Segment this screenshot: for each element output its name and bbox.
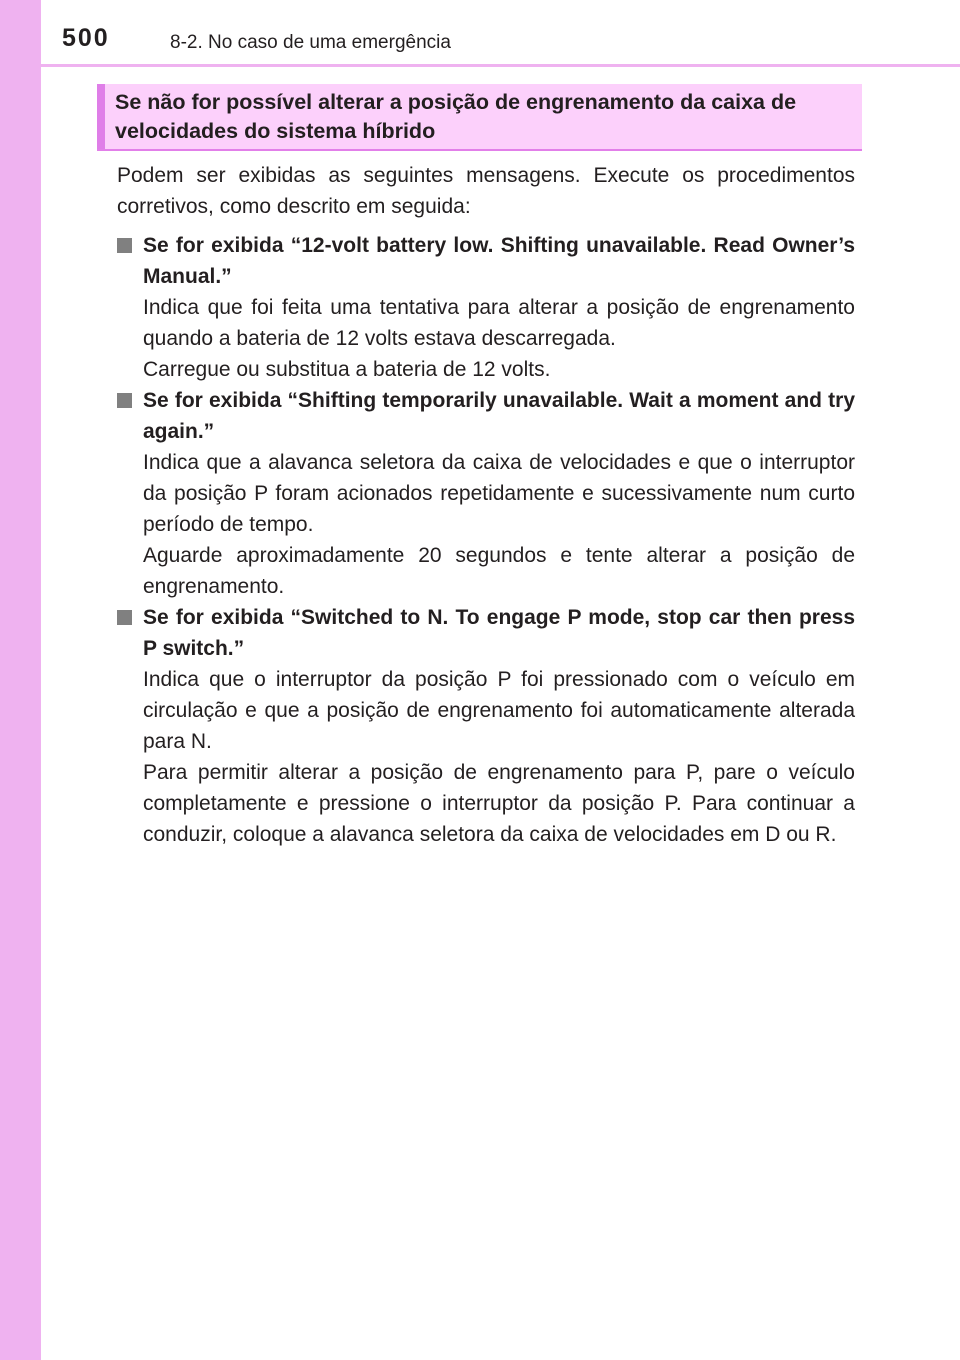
item-heading-text: Se for exibida “Shifting temporarily unavailable. Wait a moment and try again.” xyxy=(143,389,855,443)
item-body: Indica que a alavanca seletora da caixa de velocidades e que o interruptor da posição P foram acionados repetidamente e sucessivamente num curto período de tempo. xyxy=(143,451,855,536)
content xyxy=(117,160,855,850)
header-rule xyxy=(41,64,960,67)
list-item xyxy=(117,602,855,850)
square-bullet-icon xyxy=(117,610,132,625)
section-title: Se não for possível alterar a posição de engrenamento da caixa de velocidades do sistema híbrido xyxy=(115,90,797,143)
item-heading xyxy=(117,230,855,292)
item-heading-text: Se for exibida “12-volt battery low. Shifting unavailable. Read Owner’s Manual.” xyxy=(143,234,855,288)
item-heading-text: Se for exibida “Switched to N. To engage P mode, stop car then press P switch.” xyxy=(143,606,855,660)
title-accent-bar xyxy=(97,84,105,149)
item-heading xyxy=(117,602,855,664)
list-item xyxy=(117,385,855,602)
list-item xyxy=(117,230,855,385)
page-number: 500 xyxy=(62,24,110,52)
section-header: 8-2. No caso de uma emergência xyxy=(170,32,451,53)
item-body: Aguarde aproximadamente 20 segundos e tente alterar a posição de engrenamento. xyxy=(143,544,855,598)
square-bullet-icon xyxy=(117,393,132,408)
item-body: Indica que o interruptor da posição P foi pressionado com o veículo em circulação e que a posição de engrenamento foi automaticamente alterada para N. xyxy=(143,668,855,753)
chapter-side-band xyxy=(0,0,41,1360)
item-body: Para permitir alterar a posição de engrenamento para P, pare o veículo completamente e pressione o interruptor da posição P. Para continuar a conduzir, coloque a alavanca seletora da caixa de velocidades em D ou R. xyxy=(143,761,855,846)
section-title-box xyxy=(97,84,862,151)
intro-paragraph: Podem ser exibidas as seguintes mensagens. Execute os procedimentos corretivos, como descrito em seguida: xyxy=(117,164,855,218)
item-body: Indica que foi feita uma tentativa para alterar a posição de engrenamento quando a bateria de 12 volts estava descarregada. xyxy=(143,296,855,350)
item-heading xyxy=(117,385,855,447)
square-bullet-icon xyxy=(117,238,132,253)
item-body: Carregue ou substitua a bateria de 12 volts. xyxy=(143,358,551,381)
